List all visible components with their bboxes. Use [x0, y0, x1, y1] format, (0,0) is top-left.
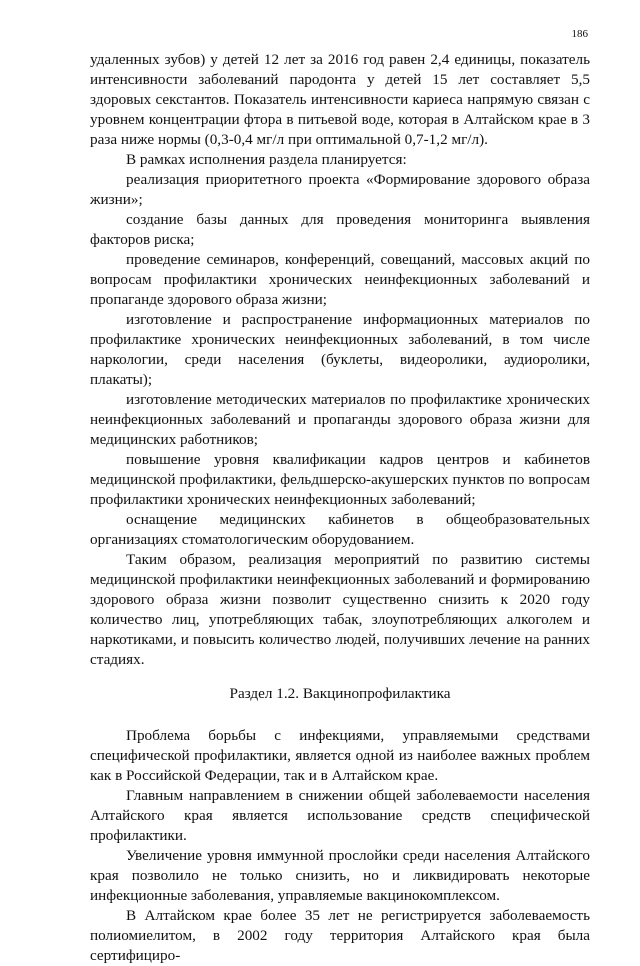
document-body [90, 50, 590, 966]
section-heading: Раздел 1.2. Вакцинопрофилактика [229, 685, 451, 702]
list-item: создание базы данных для проведения мониторинга выявления факторов риска; [90, 211, 590, 248]
list-item: изготовление и распространение информационных материалов по профилактике хронических неинфекционных заболеваний, в том числе наркологии, среди населения (буклеты, видеоролики, аудиоролики, плакаты); [90, 311, 590, 388]
page-number: 186 [571, 28, 588, 40]
paragraph: Главным направлением в снижении общей заболеваемости населения Алтайского края является использование средств специфической профилактики. [90, 787, 590, 844]
paragraph: Таким образом, реализация мероприятий по развитию системы медицинской профилактики неинфекционных заболеваний и формированию здорового образа жизни позволит существенно снизить к 2020 году количество лиц, употребляющих табак, злоупотребляющих алкоголем и наркотиками, и повысить количество людей, получивших лечение на ранних стадиях. [90, 551, 590, 668]
paragraph: удаленных зубов) у детей 12 лет за 2016 год равен 2,4 единицы, показатель интенсивности заболеваний пародонта у детей 15 лет составляет 5,5 здоровых секстантов. Показатель интенсивности кариеса напрямую связан с уровнем концентрации фтора в питьевой воде, которая в Алтайском крае в 3 раза ниже нормы (0,3-0,4 мг/л при оптимальной 0,7-1,2 мг/л). [90, 51, 590, 148]
list-item: оснащение медицинских кабинетов в общеобразовательных организациях стоматологическим оборудованием. [90, 511, 590, 548]
paragraph: Проблема борьбы с инфекциями, управляемыми средствами специфической профилактики, является одной из наиболее важных проблем как в Российской Федерации, так и в Алтайском крае. [90, 727, 590, 784]
list-item: реализация приоритетного проекта «Формирование здорового образа жизни»; [90, 171, 590, 208]
list-item: повышение уровня квалификации кадров центров и кабинетов медицинской профилактики, фельдшерско-акушерских пунктов по вопросам профилактики хронических неинфекционных заболеваний; [90, 451, 590, 508]
paragraph: В рамках исполнения раздела планируется: [126, 151, 407, 168]
list-item: проведение семинаров, конференций, совещаний, массовых акций по вопросам профилактики хронических неинфекционных заболеваний и пропаганде здорового образа жизни; [90, 251, 590, 308]
list-item: изготовление методических материалов по профилактике хронических неинфекционных заболеваний и пропаганды здорового образа жизни для медицинских работников; [90, 391, 590, 448]
paragraph: В Алтайском крае более 35 лет не регистрируется заболеваемость полиомиелитом, в 2002 году территория Алтайского края была сертифициро- [90, 907, 590, 964]
paragraph: Увеличение уровня иммунной прослойки среди населения Алтайского края позволило не только снизить, но и ликвидировать некоторые инфекционные заболевания, управляемые вакцинокомплексом. [90, 847, 590, 904]
